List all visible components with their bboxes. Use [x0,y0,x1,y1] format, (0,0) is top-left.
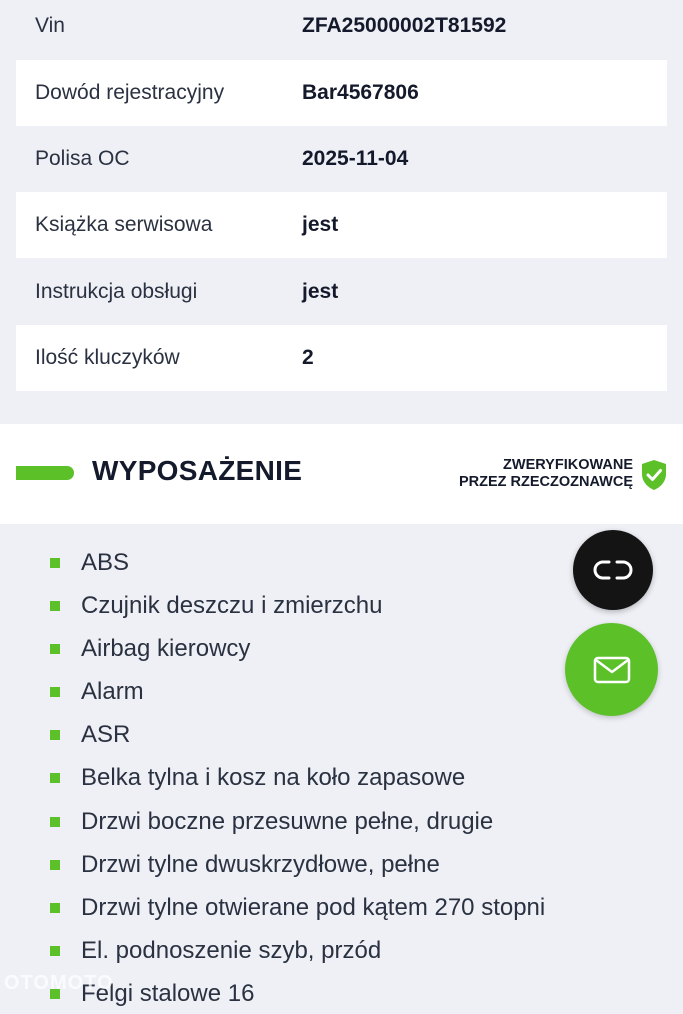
list-item: Drzwi tylne otwierane pod kątem 270 stopni [50,888,545,928]
equipment-list [0,524,683,1007]
detail-value: Bar4567806 [302,81,419,104]
detail-label: Vin [35,14,65,37]
bullet-icon [50,860,60,870]
list-item: El. podnoszenie szyb, przód [50,931,381,971]
mail-icon [593,656,631,684]
bullet-icon [50,644,60,654]
detail-row-keys [16,325,667,391]
list-item: Felgi stalowe 16 [50,974,254,1014]
bullet-icon [50,601,60,611]
section-accent-bar [16,466,74,480]
bullet-icon [50,558,60,568]
detail-row-manual [16,259,667,325]
detail-value: 2025-11-04 [302,147,409,170]
list-item: ASR [50,715,130,755]
verified-line1: ZWERYFIKOWANE [503,457,633,473]
list-item: Drzwi boczne przesuwne pełne, drugie [50,802,493,842]
detail-label: Polisa OC [35,147,130,170]
bullet-icon [50,903,60,913]
share-link-button[interactable] [573,530,653,610]
section-title: WYPOSAŻENIE [92,455,303,486]
detail-label: Książka serwisowa [35,213,213,236]
detail-value: jest [302,213,339,236]
verified-badge [459,457,633,491]
vehicle-details [0,0,683,424]
shield-check-icon [640,459,668,491]
bullet-icon [50,730,60,740]
detail-value: ZFA25000002T81592 [302,14,507,37]
detail-value: 2 [302,346,314,369]
list-item: Airbag kierowcy [50,629,250,669]
watermark-logo: OTOMOTO [4,972,114,994]
detail-value: jest [302,280,339,303]
list-item: ABS [50,543,129,583]
bullet-icon [50,687,60,697]
detail-row-vin [16,0,667,59]
verified-line2: PRZEZ RZECZOZNAWCĘ [459,474,633,490]
bullet-icon [50,817,60,827]
detail-label: Ilość kluczyków [35,346,180,369]
detail-label: Dowód rejestracyjny [35,81,225,104]
bullet-icon [50,946,60,956]
link-icon [592,558,634,582]
list-item: Alarm [50,672,144,712]
detail-row-registration [16,60,667,126]
list-item: Czujnik deszczu i zmierzchu [50,586,382,626]
send-message-button[interactable] [565,623,658,716]
list-item: Belka tylna i kosz na koło zapasowe [50,758,465,798]
detail-row-insurance [16,126,667,192]
detail-row-service-book [16,192,667,258]
list-item: Drzwi tylne dwuskrzydłowe, pełne [50,845,440,885]
bullet-icon [50,773,60,783]
detail-label: Instrukcja obsługi [35,280,198,303]
